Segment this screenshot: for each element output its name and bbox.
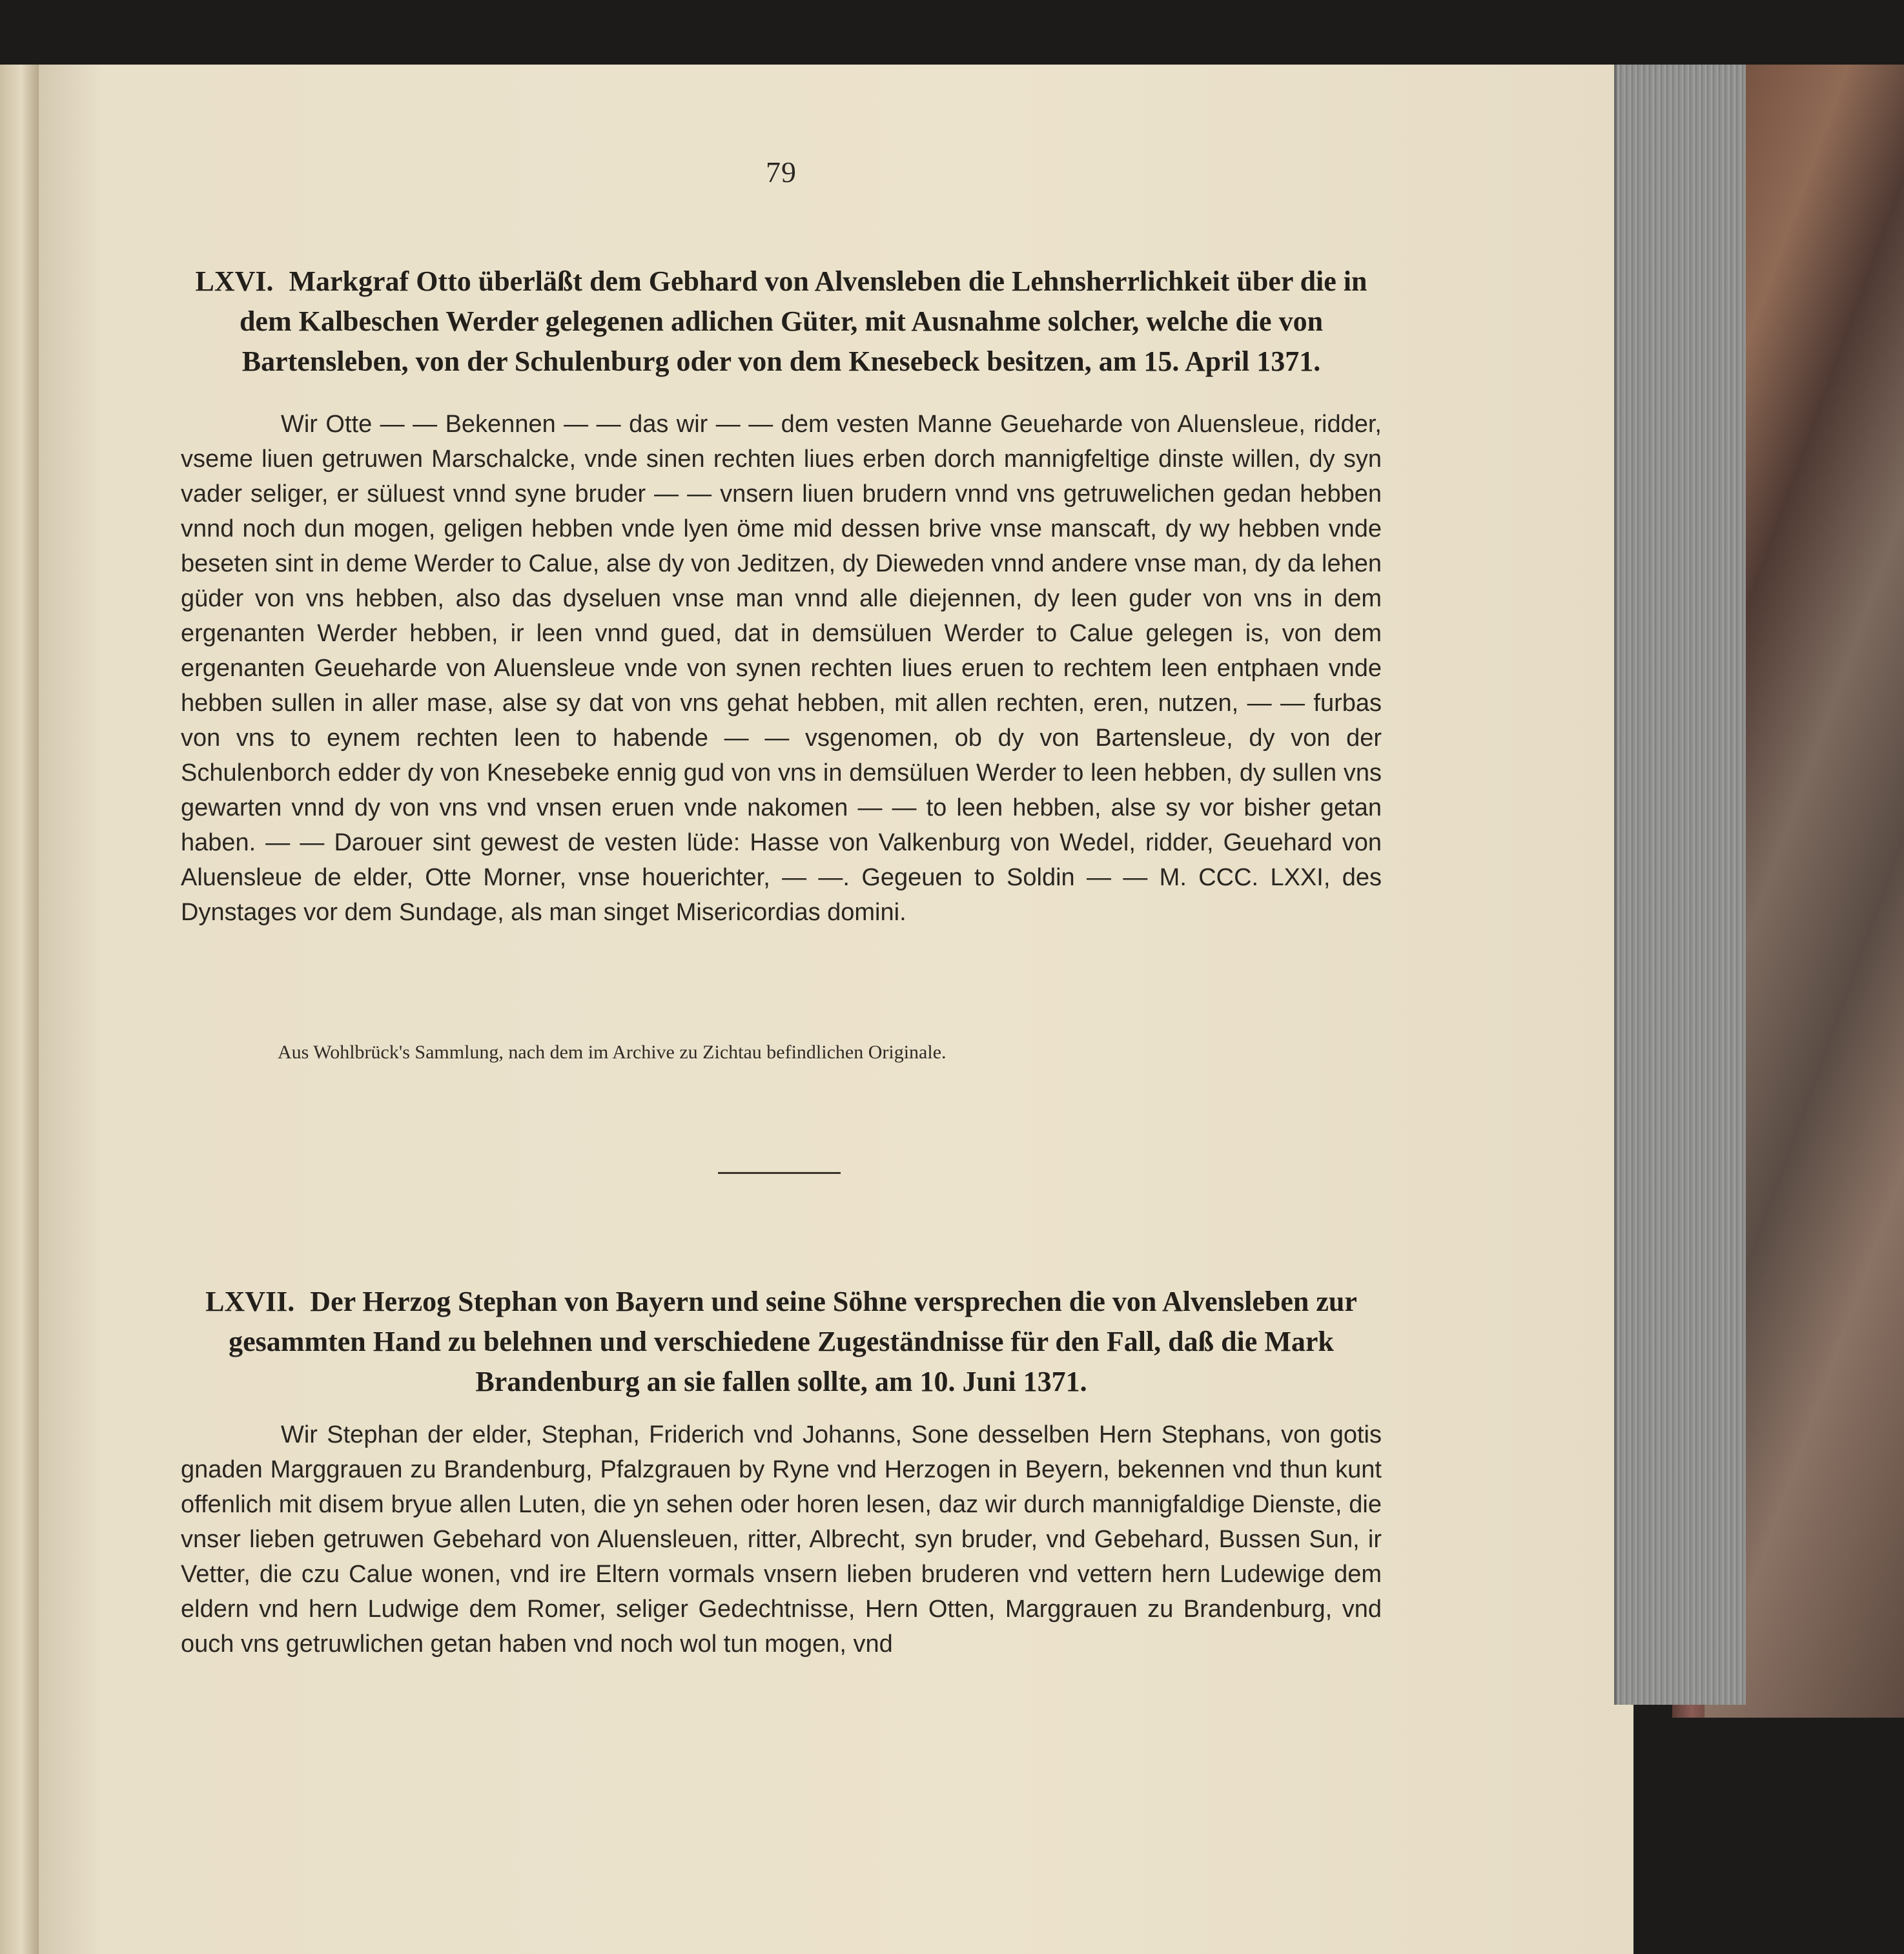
section-divider xyxy=(718,1172,841,1174)
document-heading: Der Herzog Stephan von Bayern und seine Söhne versprechen die von Alvensleben zur gesammten Hand zu belehnen und verschiedene Zugeständnisse für den Fall, daß die Mark Brandenburg an sie fallen sollte, am 10. Juni 1371. xyxy=(229,1286,1357,1397)
document-paragraph: Wir Otte — — Bekennen — — das wir — — dem vesten Manne Geueharde von Aluensleue, ridder, vseme liuen getruwen Marschalcke, vnde sinen rechten liues erben dorch mannigfeltige dinste willen, dy syn vader seliger, er süluest vnnd syne bruder — — vnsern liuen brudern vnnd vns getruwelichen gedan hebben vnnd noch dun mogen, geligen hebben vnde lyen öme mid dessen brive vnse manscaft, dy wy hebben vnde beseten sint in deme Werder to Calue, alse dy von Jeditzen, dy Dieweden vnnd andere vnse man, dy da lehen güder von vns hebben, also das dyseluen vnse man vnnd alle diejennen, dy leen guder von vns in dem ergenanten Werder hebben, ir leen vnnd gued, dat in demsüluen Werder to Calue gelegen is, von dem ergenanten Geueharde von Aluensleue vnde von synen rechten liues eruen to rechtem leen entphaen vnde hebben sullen in aller mase, alse sy dat von vns gehat hebben, mit allen rechten, eren, nutzen, — — furbas von vns to eynem rechten leen to habende — — vsgenomen, ob dy von Bartensleue, dy von der Schulenborch edder dy von Knesebeke ennig gud von vns in demsüluen Werder to leen hebben, dy sullen vns gewarten vnnd dy von vns vnd vnsen eruen vnde nakomen — — to leen hebben, alse sy vor bisher getan haben. — — Darouer sint gewest de vesten lüde: Hasse von Valkenburg von Wedel, ridder, Geuehard von Aluensleue de elder, Otte Morner, vnse houerichter, — —. Gegeuen to Soldin — — M. CCC. LXXI, des Dynstages vor dem Sundage, als man singet Misericordias domini. xyxy=(181,411,1382,926)
page-block-edge xyxy=(1614,65,1746,1705)
document-heading: Markgraf Otto überläßt dem Gebhard von Alvensleben die Lehnsherrlichkeit über die in dem Kalbeschen Werder gelegenen adlichen Güter, mit Ausnahme solcher, welche die von Bartensleben, von der Schulenburg oder von dem Knesebeck besitzen, am 15. April 1371. xyxy=(239,265,1367,377)
document-title-lxvi xyxy=(181,262,1382,382)
document-title-lxvii xyxy=(181,1282,1382,1402)
document-numeral: LXVII. xyxy=(205,1286,295,1317)
left-page-edge xyxy=(0,65,39,1954)
page-number: 79 xyxy=(766,156,797,189)
document-text-lxvii xyxy=(181,1417,1382,1661)
source-note: Aus Wohlbrück's Sammlung, nach dem im Archive zu Zichtau befindlichen Originale. xyxy=(278,1042,947,1063)
document-numeral: LXVI. xyxy=(195,265,274,297)
document-text-lxvi xyxy=(181,407,1382,930)
document-paragraph: Wir Stephan der elder, Stephan, Friderich vnd Johanns, Sone desselben Hern Stephans, von gotis gnaden Marggrauen zu Brandenburg, Pfalzgrauen by Ryne vnd Herzogen in Beyern, bekennen vnd thun kunt offenlich mit disem bryue allen Luten, die yn sehen oder horen lesen, daz wir durch mannigfaldige Dienste, die vnser lieben getruwen Gebehard von Aluensleuen, ritter, Albrecht, syn bruder, vnd Gebehard, Bussen Sun, ir Vetter, die czu Calue wonen, vnd ire Eltern vormals vnsern lieben bruderen vnd vettern hern Ludewige dem eldern vnd hern Ludwige dem Romer, seliger Gedechtnisse, Hern Otten, Marggrauen zu Brandenburg, vnd ouch vns getruwlichen getan haben vnd noch wol tun mogen, vnd xyxy=(181,1421,1382,1658)
